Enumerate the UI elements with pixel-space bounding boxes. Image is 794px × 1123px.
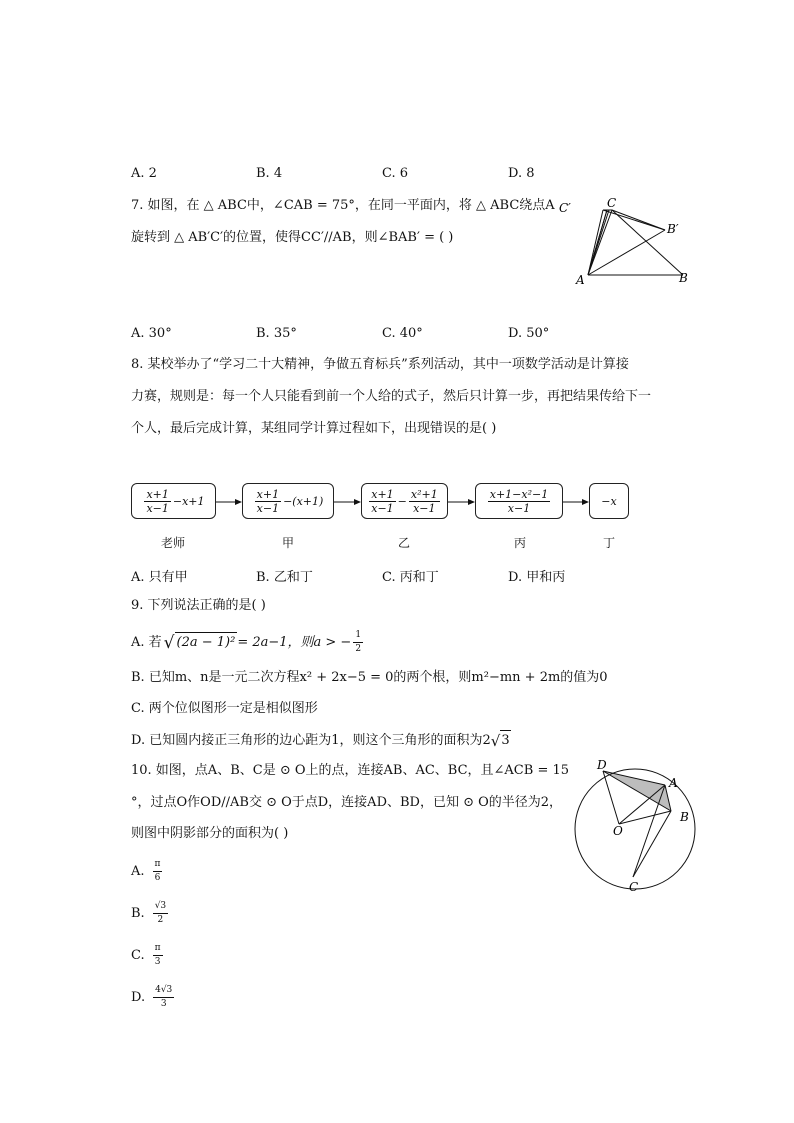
q8-stem-line1: 8. 某校举办了“学习二十大精神，争做五育标兵”系列活动，其中一项数学活动是计算接	[131, 357, 629, 372]
q10-option-d	[131, 984, 176, 1011]
q7-label-a: A	[576, 273, 585, 287]
q9-a-sqrt: √ (2a − 1)²	[163, 632, 236, 653]
q6-option-b: B. 4	[256, 166, 283, 181]
q10-label-o: O	[613, 824, 623, 838]
q7-option-b: B. 35°	[256, 326, 297, 341]
box4-numerator: x+1−x²−1	[489, 487, 549, 501]
q8-option-b: B. 乙和丁	[256, 570, 313, 585]
q9-a-frac-num: 1	[353, 629, 363, 643]
person-ding: 丁	[602, 536, 615, 550]
q7-stem-line2: 旋转到 △ AB′C′的位置，使得CC′//AB，则∠BAB′ = ( )	[131, 230, 454, 245]
q9-stem: 9. 下列说法正确的是( )	[131, 598, 266, 613]
q9-a-prefix: A. 若	[131, 634, 162, 650]
q7-stem-line1: 7. 如图，在 △ ABC中，∠CAB = 75°，在同一平面内，将 △ ABC绕点A	[131, 198, 555, 213]
q10-label-b: B	[680, 810, 689, 824]
q10-figure	[565, 755, 705, 895]
box1-tail: −x+1	[172, 494, 205, 508]
q9-option-a	[131, 629, 365, 656]
q10-label-d: D	[597, 758, 607, 772]
q9-option-d: D. 已知圆内接正三角形的边心距为1，则这个三角形的面积为2 √ 3	[131, 731, 510, 750]
q9-a-radicand: (2a − 1)²	[175, 632, 238, 653]
q8-stem-line2: 力赛，规则是：每一个人只能看到前一个人给的式子，然后只计算一步，再把结果传给下一	[131, 389, 652, 404]
q7-option-d: D. 50°	[508, 326, 550, 341]
q7-label-b-prime: B′	[667, 222, 679, 236]
q10-stem-line1: 10. 如图，点A、B、C是 ⊙ O上的点，连接AB、AC、BC，且∠ACB = 15	[131, 763, 570, 778]
box4-denominator: x−1	[507, 501, 531, 515]
q9-option-c: C. 两个位似图形一定是相似图形	[131, 701, 318, 716]
q6-option-c: C. 6	[382, 166, 409, 181]
q9-d-radicand: 3	[500, 730, 510, 751]
box2-denominator: x−1	[256, 501, 280, 515]
q10-c-label: C.	[131, 947, 145, 963]
q7-option-c: C. 40°	[382, 326, 423, 341]
q9-option-b: B. 已知m、n是一元二次方程x² + 2x−5 = 0的两个根，则m²−mn + 2m的值为0	[131, 670, 608, 685]
q10-stem-line3: 则图中阴影部分的面积为( )	[131, 826, 289, 841]
box3-numerator1: x+1	[371, 487, 394, 501]
box1-denominator: x−1	[146, 501, 169, 515]
q10-d-label: D.	[131, 989, 146, 1005]
person-bing: 丙	[513, 536, 526, 550]
box5-expression: −x	[601, 494, 617, 508]
person-jia: 甲	[281, 536, 294, 550]
q6-option-a: A. 2	[131, 166, 157, 181]
box3-numerator2: x²+1	[410, 487, 438, 501]
q10-b-den: 2	[157, 915, 164, 925]
q6-option-d: D. 8	[508, 166, 535, 181]
q10-a-den: 6	[154, 873, 161, 883]
box3-denominator2: x−1	[413, 501, 436, 515]
q10-c-den: 3	[154, 957, 161, 967]
q10-stem-line2: °，过点O作OD//AB交 ⊙ O于点D，连接AD、BD，已知 ⊙ O的半径为2，	[131, 795, 563, 810]
q10-d-den: 3	[160, 999, 167, 1009]
q7-label-c-prime: C′	[559, 201, 571, 215]
q9-a-frac-den: 2	[355, 644, 362, 654]
person-teacher: 老师	[160, 536, 185, 550]
q7-label-b: B	[679, 271, 688, 285]
box1-numerator: x+1	[146, 487, 169, 501]
q9-d-prefix: D. 已知圆内接正三角形的边心距为1，则这个三角形的面积为2	[131, 732, 491, 748]
box3-denominator1: x−1	[371, 501, 394, 515]
box2-tail: −(x+1)	[283, 494, 324, 508]
q10-option-c	[131, 942, 165, 969]
q10-b-label: B.	[131, 905, 145, 921]
q10-a-num: π	[153, 858, 163, 872]
q9-a-postfix: = 2a−1，则a > −	[237, 634, 352, 650]
q10-b-num: √3	[153, 900, 168, 914]
q10-label-a: A	[669, 776, 678, 790]
q10-d-num: 4√3	[153, 984, 174, 998]
q8-option-a: A. 只有甲	[131, 570, 188, 585]
box2-numerator: x+1	[256, 487, 280, 501]
q8-option-d: D. 甲和丙	[508, 570, 566, 585]
q8-stem-line3: 个人，最后完成计算，某组同学计算过程如下，出现错误的是( )	[131, 421, 497, 436]
person-yi: 乙	[397, 536, 410, 550]
box3-minus: −	[397, 494, 407, 508]
q7-label-c: C	[607, 196, 617, 210]
q10-c-num: π	[153, 942, 163, 956]
q10-option-a	[131, 858, 164, 885]
q10-option-b	[131, 900, 170, 927]
q10-a-label: A.	[131, 863, 145, 879]
q10-label-c: C	[629, 880, 639, 894]
q7-option-a: A. 30°	[131, 326, 172, 341]
q8-option-c: C. 丙和丁	[382, 570, 439, 585]
